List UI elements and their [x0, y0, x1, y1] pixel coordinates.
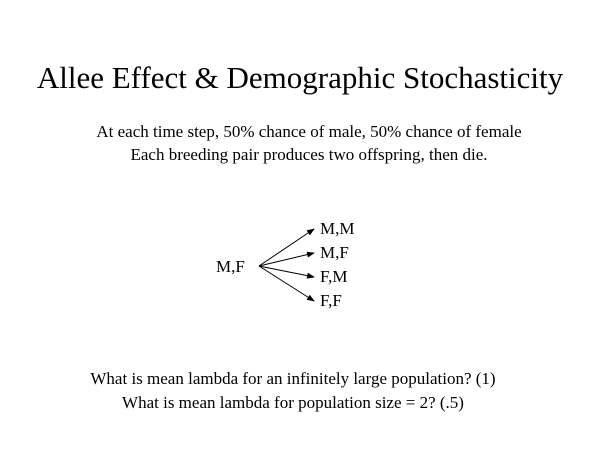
slide-title: Allee Effect & Demographic Stochasticity [36, 60, 564, 95]
question-1: What is mean lambda for an infinitely large population? (1) [90, 369, 496, 388]
question-2: What is mean lambda for population size = 2? (.5) [122, 393, 464, 412]
offspring-label-2: M,F [320, 243, 349, 262]
parent-pair-label: M,F [216, 257, 245, 276]
offspring-label-3: F,M [320, 267, 348, 286]
offspring-label-1: M,M [320, 219, 355, 238]
arrow-to-child-2 [259, 253, 314, 266]
arrow-to-child-1 [259, 229, 314, 266]
offspring-label-4: F,F [320, 291, 342, 310]
subtitle-line-2: Each breeding pair produces two offspring, then die. [130, 145, 488, 164]
subtitle-line-1: At each time step, 50% chance of male, 50% chance of female [96, 122, 522, 141]
